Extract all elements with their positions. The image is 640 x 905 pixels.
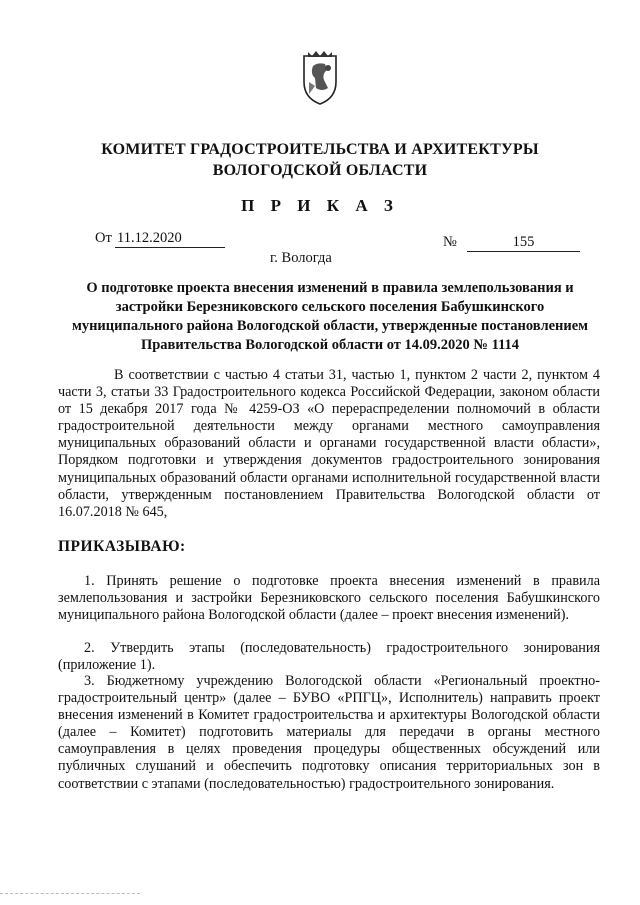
preamble-paragraph: В соответствии с частью 4 статьи 31, частью 1, пунктом 2 части 2, пунктом 4 части 3, статьи 33 Градостроительного кодекса Российской Федерации, законом области от 15 декабря 2017 года № 4259-ОЗ «О перераспределении полномочий в области градостроительной деятельности между органами местного самоуправления муниципальных образований области и органами государственной власти области», Порядком подготовки и утверждения документов градостроительного зонирования муниципальных образований области органами исполнительной государственной власти области, утвержденным постановлением Правительства Вологодской области от 16.07.2018 № 645,: [58, 367, 600, 520]
date-label: От: [95, 230, 112, 246]
order-heading: ПРИКАЗЫВАЮ:: [58, 538, 186, 555]
scan-edge-line: [0, 893, 140, 894]
document-type: П Р И К А З: [241, 196, 399, 215]
document-number: 155: [467, 234, 580, 252]
order-item-1: 1. Принять решение о подготовке проекта внесения изменений в правила землепользования и застройки Березниковского сельского поселения Бабушкинского муниципального района Вологодской области (далее – проект внесения изменений).: [58, 573, 600, 624]
document-subject: О подготовке проекта внесения изменений в правила землепользования и застройки Березниковского сельского поселения Бабушкинского муниципального района Вологодской области, утвержденные постановлением Правительства Вологодской области от 14.09.2020 № 1114: [71, 280, 589, 353]
number-label: №: [443, 234, 457, 250]
document-date: 11.12.2020: [115, 230, 225, 248]
order-item-3: 3. Бюджетному учреждению Вологодской области «Региональный проектно-градостроительный центр» (далее – БУВО «РПГЦ», Исполнитель) направить проект внесения изменений в Комитет градостроительства и архитектуры Вологодской области (далее – Комитет) подготовить материалы для передачи в органы местного самоуправления в целях проведения процедуры общественных обсуждений или публичных слушаний и обеспечить подготовку описания территориальных зон в соответствии с этапами (последовательностью) градостроительного зонирования.: [58, 673, 600, 792]
organization-name-line1: КОМИТЕТ ГРАДОСТРОИТЕЛЬСТВА И АРХИТЕКТУРЫ: [101, 141, 539, 158]
coat-of-arms-icon: [298, 48, 342, 106]
city: г. Вологда: [270, 250, 332, 266]
order-item-2: 2. Утвердить этапы (последовательность) градостроительного зонирования (приложение 1).: [58, 640, 600, 674]
organization-name-line2: ВОЛОГОДСКОЙ ОБЛАСТИ: [212, 162, 428, 179]
